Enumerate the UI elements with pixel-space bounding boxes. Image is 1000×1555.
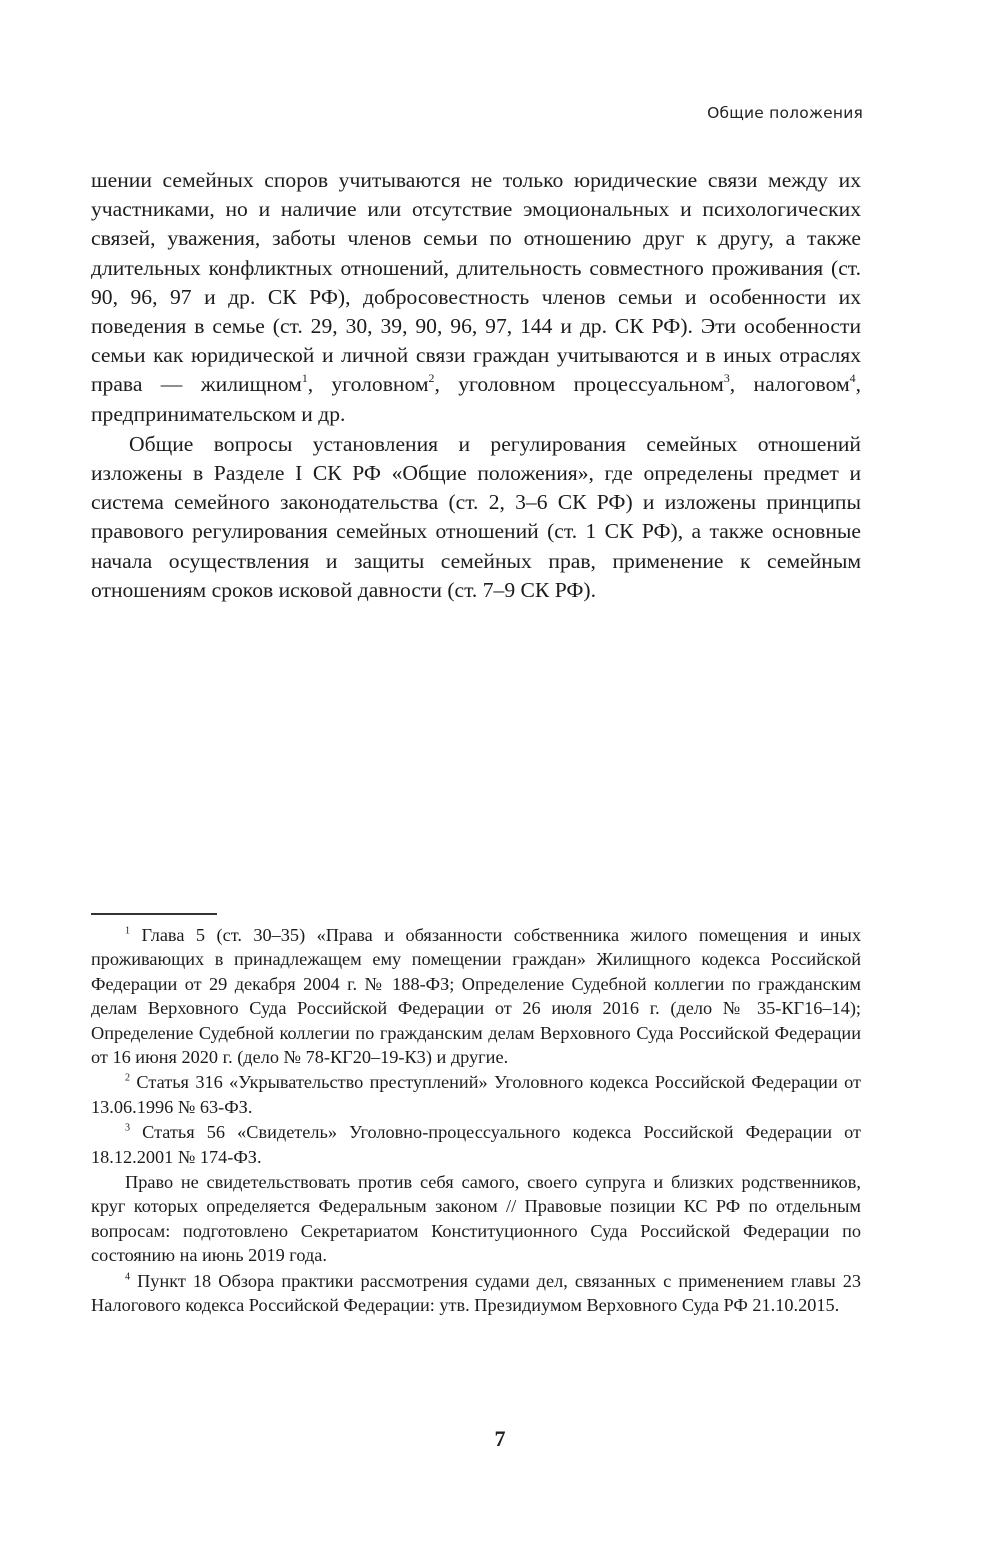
footnote-2 (91, 1070, 861, 1119)
footnote-number: 1 (125, 925, 131, 937)
paragraph-text: , уголовном (307, 372, 429, 397)
footnote-text: Глава 5 (ст. 30–35) «Права и обязанности собственника жилого помещения и иных проживающих в принадлежащем ему помещении граждан» Жилищного кодекса Российской Федерации от 29 декабря 2004 г. № 188-ФЗ; Определение Судебной коллегии по гражданским делам Верховного Суда Российской Федерации от 26 июля 2016 г. (дело № 35-КГ16–14); Определение Судебной коллегии по гражданским делам Верховного Суда Российской Федерации от 16 июня 2020 г. (дело № 78-КГ20–19-К3) и другие. (91, 925, 861, 1068)
footnote-text: Пункт 18 Обзора практики рассмотрения судами дел, связанных с применением главы 23 Налогового кодекса Российской Федерации: утв. Президиумом Верховного Суда РФ 21.10.2015. (91, 1270, 861, 1316)
footnote-number: 2 (125, 1072, 131, 1084)
main-text (91, 166, 861, 605)
running-head: Общие положения (707, 104, 863, 122)
footnote-ref-1[interactable]: 1 (301, 371, 308, 386)
paragraph-text: , налоговом (729, 372, 850, 397)
footnote-text: Право не свидетельствовать против себя самого, своего супруга и близких родственников, круг которых определяется Федеральным законом // Правовые позиции КС РФ по отдельным вопросам: подготовлено Секретариатом Конституционного Суда Российской Федерации по состоянию на июнь 2019 года. (91, 1172, 861, 1266)
paragraph-text: , уголовном процессуальном (434, 372, 724, 397)
paragraph: Общие вопросы установления и регулирования семейных отношений изложены в Разделе I СК РФ «Общие положения», где определены предмет и система семейного законодательства (ст. 2, 3–6 СК РФ) и изложены принципы правового регулирования семейных отношений (ст. 1 СК РФ), а также основные начала осуществления и защиты семейных прав, применение к семейным отношениям сроков исковой давности (ст. 7–9 СК РФ). (91, 431, 861, 602)
footnote-divider (91, 913, 217, 915)
footnote-ref-4[interactable]: 4 (849, 371, 856, 386)
footnote-1 (91, 923, 861, 1069)
paragraph-continued (91, 166, 861, 429)
footnote-text: Статья 56 «Свидетель» Уголовно-процессуального кодекса Российской Федерации от 18.12.2001 № 174-ФЗ. (91, 1122, 861, 1167)
footnote-number: 4 (125, 1271, 131, 1283)
footnote-3 (91, 1120, 861, 1169)
paragraph-text: шении семейных споров учитываются не только юридические связи между их участниками, но и наличие или отсутствие эмоциональных и психологических связей, уважения, заботы членов семьи по отношению друг к другу, а также длительных конфликтных отношений, длительность совместного проживания (ст. 90, 96, 97 и др. СК РФ), добросовестность членов семьи и особенности их поведения в семье (ст. 29, 30, 39, 90, 96, 97, 144 и др. СК РФ). Эти особенности семьи как юридической и личной связи граждан учитываются и в иных отраслях права — жилищном (91, 168, 861, 397)
footnote-number: 3 (125, 1122, 131, 1134)
footnote-4 (91, 1269, 861, 1318)
footnote-text: Статья 316 «Укрывательство преступлений» Уголовного кодекса Российской Федерации от 13.06.1996 № 63-ФЗ. (91, 1072, 861, 1117)
page-number: 7 (494, 1426, 506, 1451)
footnote-3-continued (91, 1170, 861, 1268)
footnote-ref-3[interactable]: 3 (723, 371, 730, 386)
paragraph-text: , предпринимательском и др. (91, 372, 861, 426)
footnote-ref-2[interactable]: 2 (428, 371, 435, 386)
footnotes (91, 923, 861, 1318)
